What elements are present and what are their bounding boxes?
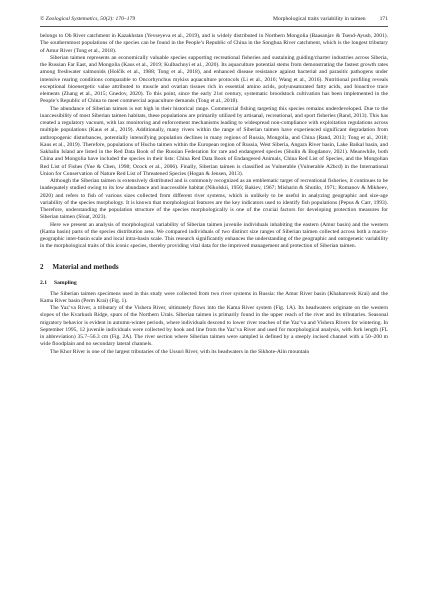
page-number: 171: [379, 16, 388, 22]
paragraph: The Khor River is one of the largest tributaries of the Ussuri River, with its headwaters in the Sikhote-Alin mountain: [50, 348, 310, 355]
journal-citation: © Zoological Systematics, 50(2): 170–179: [40, 16, 136, 22]
paragraph: Siberian taimen represents an economically valuable species supporting recreational fisheries and sustaining guiding/charter industries across Siberia, the Russian Far East, and Mongolia (Kaus et al., 2019; Kulbachnyi et al., 2020). Its aquaculture potential stems from demonstrating the fastest growth rates among freshwater salmonids (Holčík et al., 1988; Tong et al., 2018), and enhanced disease resistance against bacterial and parasitic pathogens under intensive rearing conditions comparable to Oncorhynchus mykiss aquaculture protocols (Li et al., 2016; Wang et al., 2016). Nutritional profiling reveals exceptional bioenergetic value attributed to muscle and ovarian tissues rich in essential amino acids, polyunsaturated fatty acids, and bioactive trace elements (Zhang et al., 2015; Gnedov, 2020). To this point, since the early 21st century, systematic broodstock cultivation has been implemented in the People’s Republic of China to meet commercial aquaculture demands (Tong et al., 2018).: [40, 54, 388, 105]
subsection-title: Sampling: [54, 279, 77, 286]
paragraph: The Yaz’va River, a tributary of the Vishera River, ultimately flows into the Kama River system (Fig. 1A). Its headwaters originate on the western slopes of the Kvarkush Ridge, spurs of the Northern Urals. Siberian taimen is primarily found in the upper reach of the river and its tributaries. Seasonal migratory behavior is evident in autumn-winter periods, where individuals descend to lower river reaches of the Yaz’va and Vishera Rivers for wintering. In September 1995, 12 juvenile individuals were collected by hook and line from the Yaz’va River and used for morphological analysis, with fork length (FL in abbreviation) 35.7–56.3 cm (Fig. 2A). The river section where Siberian taimen were sampled is defined by a steeply incised channel with a 50–200 m wide floodplain and no secondary lateral channels.: [40, 305, 388, 348]
header-rule: [40, 26, 388, 27]
subsection-number: 2.1: [40, 279, 47, 286]
subsection-heading: [40, 280, 388, 287]
paragraph: The Siberian taimen specimens used in this study were collected from two river systems in Russia: the Amur River basin (Khabarovsk Krai) and the Kama River basin (Perm Krai) (Fig. 1).: [40, 290, 388, 304]
section-heading: [40, 263, 388, 272]
paragraph: Here we present an analysis of morphological variability of Siberian taimen juvenile individuals inhabiting the eastern (Amur basin) and the western (Kama basin) parts of the species distribution area. We compared individuals of two distinct size ranges of Siberian taimen collected across both a macro-geographic inter-basin scale and local intra-basin scale. This research significantly enhances the understanding of the geographic and ontogenetic variability in the morphological traits of this iconic species, thereby providing vital data for the improved management and protection of Siberian taimen.: [40, 221, 388, 250]
paragraph: Although the Siberian taimen is extensively distributed and is commonly recognized as an emblematic target of recreational fisheries, it continues to be inadequately studied owing to its low abundance and inaccessible habitat (Nikolskii, 1956; Bakiev, 1967; Misharin & Shutilo, 1971; Romanov & Mikheev, 2020) and refers to fish of various sizes collected from different river systems, which is unlikely to be useful in analyzing geographic and size-age variability of the species morphology. It is known that morphological features are the key indicators used to identify fish populations (Pepus & Carr, 1993). Therefore, understanding the population structure of the species morphologically is one of the crucial factors for developing protection measures for Siberian taimen (Sloat, 2023).: [40, 178, 388, 221]
page-header: [40, 16, 388, 23]
section-title: Material and methods: [52, 262, 119, 271]
article-body: [40, 33, 388, 356]
section-number: 2: [40, 262, 44, 271]
paragraph: The abundance of Siberian taimen is not high in their historical range. Commercial fishing targeting this species remains underdeveloped. Due to the inaccessibility of most Siberian taimen habitats, these populations are primarily utilized by artisanal, recreational, and sport fisheries (Rand, 2013). This has created a regulatory vacuum, with lax monitoring and enforcement mechanisms leading to widespread non-compliance with exploitation regulations across multiple populations (Kaus et al., 2019). Additionally, many rivers within the range of Siberian taimen have experienced significant degradation from anthropogenic disturbances, potentially intensifying population declines in many regions of Russia, Mongolia, and China (Rand, 2013; Tong et al., 2018; Kaus et al., 2019). Therefore, populations of Hucho taimen within the European region of Russia, West Siberia, Angara River basin, Lake Baikal basin, and Sakhalin Island are listed in the Red Data Book of the Russian Federation for rare and endangered species (Shulin & Bogdanov, 2021). Meanwhile, both China and Mongolia have included the species in their lists: China Red Data Book of Endangered Animals, China Red List of Species, and the Mongolian Red List of Fishes (Yue & Chen, 1998; Ocock et al., 2006). Finally, Siberian taimen is classified as Vulnerable (Vulnerable A2bcd) in the International Union for Conservation of Nature Red List of Threatened Species (Hogan & Jensen, 2013).: [40, 105, 388, 177]
paragraph: belongs to Ob River catchment in Kazakhstan (Yevseyeva et al., 2019), and is widely distributed in Northern Mongolia (Baasanjav & Tsend-Ayush, 2001). The southernmost populations of the species can be found in the People’s Republic of China in the Songhua River catchment, which is the longest tributary of Amur River (Tong et al., 2018).: [40, 33, 388, 54]
running-title: Morphological traits variability in taimen: [273, 16, 366, 22]
